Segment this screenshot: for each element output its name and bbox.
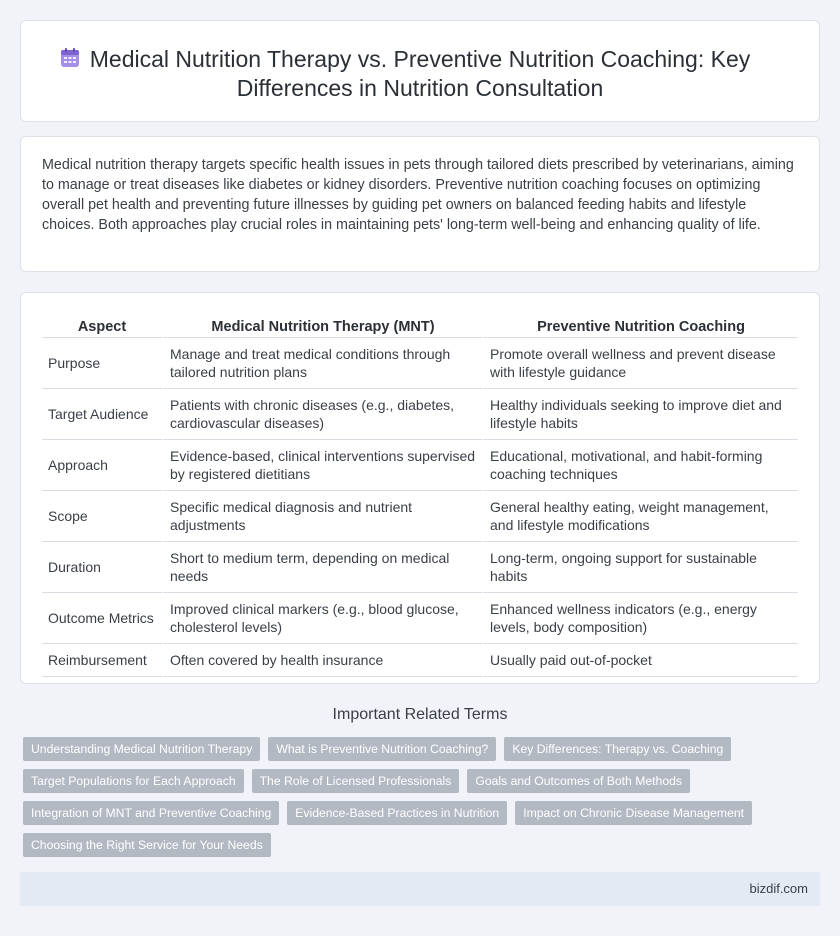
pnc-cell: Healthy individuals seeking to improve diet and lifestyle habits: [482, 389, 798, 440]
table-row: [42, 593, 798, 644]
pnc-cell: Enhanced wellness indicators (e.g., energy levels, body composition): [482, 593, 798, 644]
table-row: [42, 389, 798, 440]
aspect-cell: Duration: [42, 542, 162, 593]
related-terms-title: Important Related Terms: [332, 706, 508, 723]
related-term-tag[interactable]: Choosing the Right Service for Your Needs: [23, 833, 271, 857]
aspect-cell: Reimbursement: [42, 644, 162, 677]
aspect-cell: Scope: [42, 491, 162, 542]
page-title: [90, 45, 751, 103]
pnc-cell: Promote overall wellness and prevent disease with lifestyle guidance: [482, 338, 798, 389]
related-term-tag[interactable]: Key Differences: Therapy vs. Coaching: [504, 737, 731, 761]
aspect-cell: Purpose: [42, 338, 162, 389]
table-row: [42, 542, 798, 593]
table-row: [42, 491, 798, 542]
pnc-cell: General healthy eating, weight management, and lifestyle modifications: [482, 491, 798, 542]
header-pnc: Preventive Nutrition Coaching: [482, 314, 798, 338]
mnt-cell: Patients with chronic diseases (e.g., diabetes, cardiovascular diseases): [162, 389, 482, 440]
pnc-cell: Educational, motivational, and habit-forming coaching techniques: [482, 440, 798, 491]
page-title-line1: Medical Nutrition Therapy vs. Preventive Nutrition Coaching: Key: [89, 46, 751, 72]
mnt-cell: Manage and treat medical conditions through tailored nutrition plans: [162, 338, 482, 389]
footer-bar: [20, 872, 820, 906]
header-mnt: Medical Nutrition Therapy (MNT): [162, 314, 482, 338]
intro-paragraph: Medical nutrition therapy targets specific health issues in pets through tailored diets prescribed by veterinarians, aiming to manage or treat diseases like diabetes or kidney disorders. Preventive nutrition coaching focuses on optimizing overall pet health and preventing future illnesses by guiding pet owners on balanced feeding habits and lifestyle choices. Both approaches play crucial roles in maintaining pets' long-term well-being and enhancing quality of life.: [42, 157, 794, 233]
table-header-row: [42, 314, 798, 338]
mnt-cell: Specific medical diagnosis and nutrient adjustments: [162, 491, 482, 542]
related-term-tag[interactable]: Target Populations for Each Approach: [23, 769, 244, 793]
mnt-cell: Improved clinical markers (e.g., blood glucose, cholesterol levels): [162, 593, 482, 644]
related-term-tag[interactable]: Evidence-Based Practices in Nutrition: [287, 801, 507, 825]
related-term-tag[interactable]: What is Preventive Nutrition Coaching?: [268, 737, 496, 761]
mnt-cell: Short to medium term, depending on medical needs: [162, 542, 482, 593]
related-term-tag[interactable]: Understanding Medical Nutrition Therapy: [23, 737, 260, 761]
pnc-cell: Usually paid out-of-pocket: [482, 644, 798, 677]
aspect-cell: Approach: [42, 440, 162, 491]
footer-site-link[interactable]: bizdif.com: [749, 881, 808, 896]
aspect-cell: Target Audience: [42, 389, 162, 440]
related-terms-list: [23, 737, 803, 865]
comparison-table-card: [20, 292, 820, 684]
aspect-cell: Outcome Metrics: [42, 593, 162, 644]
comparison-table: [42, 314, 798, 677]
page-title-line2: Differences in Nutrition Consultation: [236, 75, 604, 101]
mnt-cell: Often covered by health insurance: [162, 644, 482, 677]
related-term-tag[interactable]: Integration of MNT and Preventive Coaching: [23, 801, 279, 825]
header-card: [20, 20, 820, 122]
header-aspect: Aspect: [42, 314, 162, 338]
table-row: [42, 644, 798, 677]
table-row: [42, 338, 798, 389]
related-term-tag[interactable]: Goals and Outcomes of Both Methods: [467, 769, 690, 793]
table-row: [42, 440, 798, 491]
intro-card: [20, 136, 820, 272]
related-term-tag[interactable]: The Role of Licensed Professionals: [252, 769, 460, 793]
mnt-cell: Evidence-based, clinical interventions supervised by registered dietitians: [162, 440, 482, 491]
pnc-cell: Long-term, ongoing support for sustainable habits: [482, 542, 798, 593]
related-term-tag[interactable]: Impact on Chronic Disease Management: [515, 801, 752, 825]
